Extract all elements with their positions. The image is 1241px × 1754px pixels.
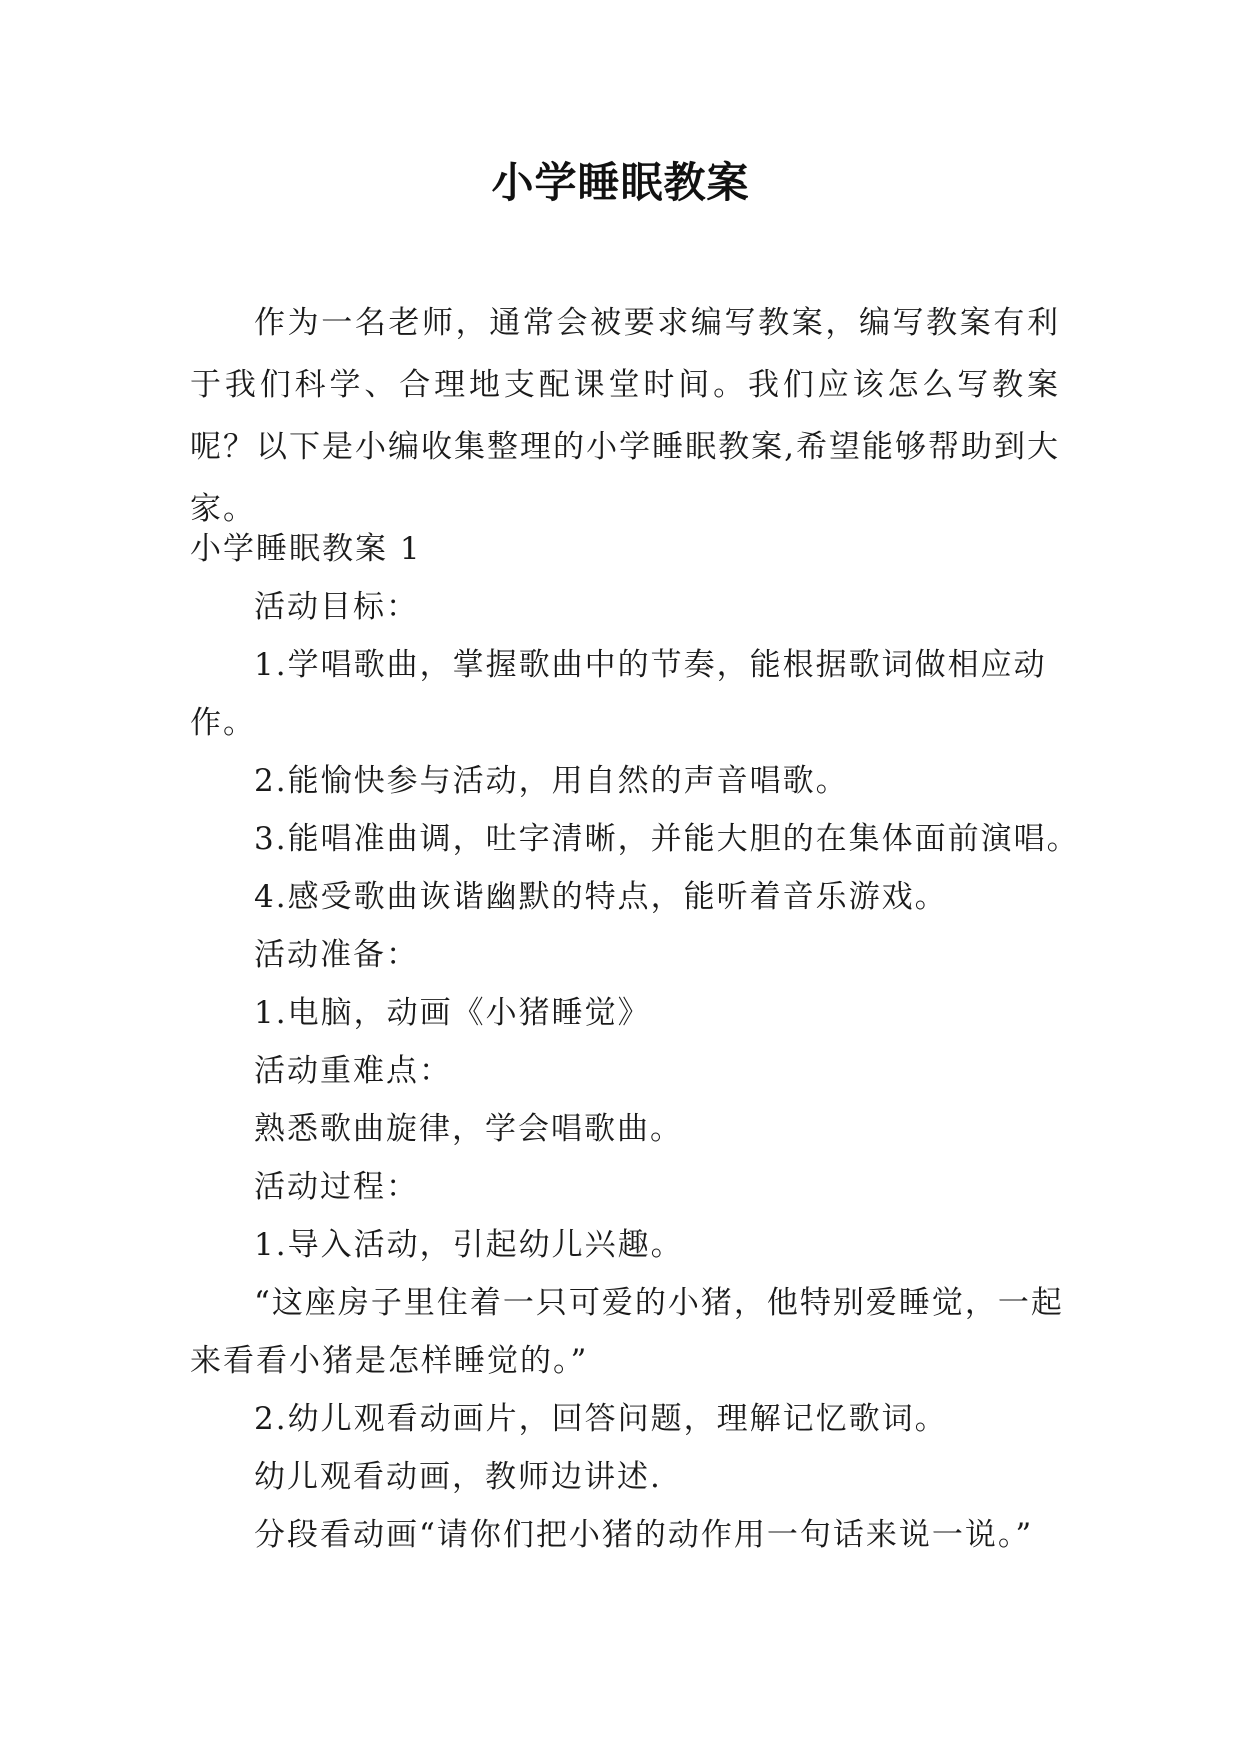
document-title: 小学睡眠教案 (491, 158, 750, 207)
body-line: 3.能唱准曲调，吐字清晰，并能大胆的在集体面前演唱。 (254, 821, 1080, 857)
section-heading: 小学睡眠教案 1 (190, 531, 422, 567)
intro-paragraph: 作为一名老师，通常会被要求编写教案，编写教案有利于我们科学、合理地支配课堂时间。我们应该怎么写教案呢？以下是小编收集整理的小学睡眠教案,希望能够帮助到大家。 (190, 305, 1060, 527)
body-line: 活动准备： (254, 937, 419, 973)
body-line: 活动重难点： (254, 1053, 452, 1089)
body-line: 熟悉歌曲旋律，学会唱歌曲。 (254, 1111, 683, 1147)
body-line: 1.电脑，动画《小猪睡觉》 (254, 995, 651, 1031)
body-line: 2.能愉快参与活动，用自然的声音唱歌。 (254, 763, 849, 799)
body-line: 2.幼儿观看动画片，回答问题，理解记忆歌词。 (254, 1401, 948, 1437)
lesson-plan-body (190, 520, 1080, 1564)
body-line: 分段看动画“请你们把小猪的动作用一句话来说一说。” (254, 1517, 1034, 1553)
body-line: 1.导入活动，引起幼儿兴趣。 (254, 1227, 684, 1263)
body-line: 活动目标： (254, 589, 419, 625)
body-line: “这座房子里住着一只可爱的小猪，他特别爱睡觉，一起来看看小猪是怎样睡觉的。” (190, 1285, 1064, 1379)
body-line: 4.感受歌曲诙谐幽默的特点，能听着音乐游戏。 (254, 879, 948, 915)
body-line: 1.学唱歌曲，掌握歌曲中的节奏，能根据歌词做相应动作。 (190, 647, 1047, 741)
body-line: 幼儿观看动画，教师边讲述. (254, 1459, 662, 1495)
body-line: 活动过程： (254, 1169, 419, 1205)
